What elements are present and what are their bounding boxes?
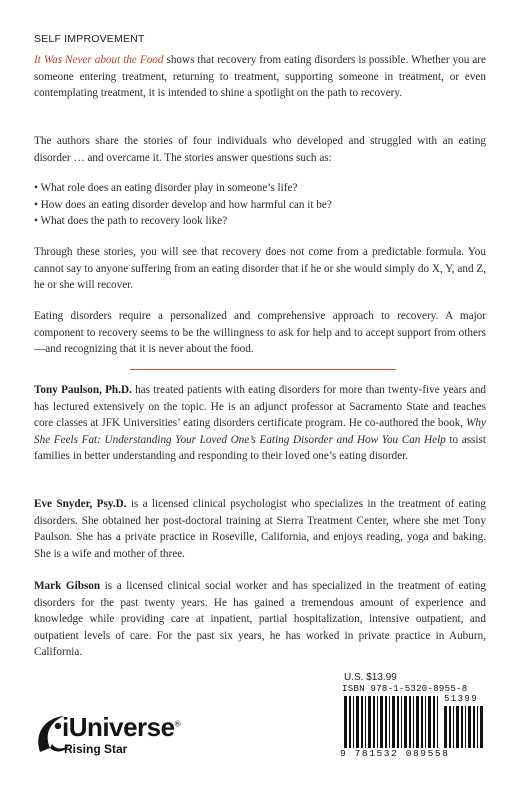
- through-text: Through these stories, you will see that recovery does not come from a predictable formula. You cannot say to anyone suffering from an eating disorder that if he or she would simply do X, Y, and Z, he or she will recover.: [34, 246, 486, 292]
- barcode-bar: [437, 696, 438, 748]
- bio-text: to assist families in better understanding and responding to their loved one’s eating disorder.: [34, 433, 486, 463]
- author-name: Mark Gibson: [34, 580, 101, 592]
- list-item: • What role does an eating disorder play in someone’s life?: [34, 182, 298, 194]
- list-item: • How does an eating disorder develop and how harmful can it be?: [34, 198, 332, 211]
- author-name: Eve Snyder, Psy.D.: [34, 498, 127, 510]
- author-bio-tony: [34, 382, 486, 465]
- require-text: Eating disorders require a personalized and comprehensive approach to recovery. A major component to recovery seems to be the willingness to ask for help and to accept support from others—and recognizing that it is never about the food.: [34, 310, 486, 356]
- barcode-bar: [461, 706, 463, 748]
- barcode-bar: [468, 706, 471, 748]
- author-name: Tony Paulson, Ph.D.: [34, 384, 132, 396]
- require-paragraph: [34, 308, 486, 358]
- author-bio-mark: [34, 578, 486, 661]
- price-label: U.S. $13.99: [344, 672, 397, 683]
- publisher-tagline: Rising Star: [64, 742, 128, 756]
- barcode-bar: [356, 696, 359, 748]
- through-paragraph: [34, 244, 486, 294]
- section-divider: [130, 369, 396, 370]
- barcode-bar: [392, 696, 395, 748]
- barcode-addon-icon: [444, 706, 488, 748]
- list-item: • What does the path to recovery look like?: [34, 215, 228, 228]
- intro-text: shows that recovery from eating disorders is possible. Whether you are someone entering treatment, returning to treatment, supporting someone in treatment, or even contemplating treatment, it is intended to shine a spotlight on the path to recovery.: [34, 54, 486, 100]
- barcode-bar: [380, 696, 383, 748]
- category-label: SELF IMPROVEMENT: [34, 33, 145, 45]
- bio-text: is a licensed clinical social worker and has specialized in the treatment of eating disorders for the past twenty years. He has gained a tremendous amount of experience and knowledge while providing care at inpatient, partial hospitalization, intensive outpatient, and outpatient levels of care. For the past six years, he has worked in private practice in Auburn, California.: [34, 580, 486, 659]
- barcode-bar: [389, 696, 390, 748]
- stories-paragraph: [34, 133, 486, 166]
- barcode-bar: [349, 696, 351, 748]
- intro-paragraph: [34, 52, 486, 102]
- addon-digits: 51399: [444, 694, 479, 704]
- question-list: [34, 180, 486, 230]
- registered-mark: ®: [174, 719, 180, 729]
- barcode-bar: [453, 706, 454, 748]
- barcode-digits: 9 781532 089558: [340, 748, 450, 759]
- barcode-bar: [385, 696, 387, 748]
- barcode-bar: [361, 696, 363, 748]
- stories-text: The authors share the stories of four individuals who developed and struggled with an eating disorder … and overcame it. The stories answer questions such as:: [34, 135, 486, 164]
- barcode-bar: [377, 696, 378, 748]
- barcode-bar: [416, 696, 419, 748]
- publisher-logo: [34, 712, 234, 772]
- barcode-bar: [397, 696, 399, 748]
- barcode: [340, 684, 488, 760]
- barcode-bar: [413, 696, 414, 748]
- book-title-why-she-feels-fat: Why She Feels Fat: Understanding Your Loved One’s Eating Disorder and How You Can Help: [34, 417, 486, 446]
- barcode-bar: [465, 706, 466, 748]
- publisher-name: iUniverse: [62, 712, 175, 742]
- barcode-bar: [477, 706, 478, 748]
- barcode-bar: [353, 696, 354, 748]
- barcode-bar: [368, 696, 371, 748]
- barcode-main-icon: [344, 696, 444, 748]
- barcode-bar: [401, 696, 402, 748]
- barcode-bar: [365, 696, 366, 748]
- barcode-bar: [404, 696, 407, 748]
- barcode-bar: [480, 706, 483, 748]
- bio-text: has treated patients with eating disorders for more than twenty-five years and has lectured extensively on the topic. He is an adjunct professor at Sacramento State and teaches core classes at JFK Universities’ eating disorders certificate program. He co-authored the book,: [34, 384, 487, 430]
- bio-text: is a licensed clinical psychologist who specializes in the treatment of eating disorders. She obtained her post-doctoral training at Sierra Treatment Center, where she met Tony Paulson. She has a private practice in Roseville, California, and enjoys reading, yoga and baking. She is a wife and mother of three.: [34, 498, 486, 560]
- barcode-bar: [373, 696, 375, 748]
- barcode-bar: [425, 696, 426, 748]
- barcode-bar: [473, 706, 475, 748]
- barcode-bar: [449, 706, 451, 748]
- barcode-bar: [456, 706, 459, 748]
- book-title: It Was Never about the Food: [34, 54, 164, 66]
- barcode-bar: [433, 696, 435, 748]
- author-bio-eve: [34, 496, 486, 562]
- barcode-bar: [444, 706, 447, 748]
- barcode-bar: [428, 696, 431, 748]
- barcode-bar: [421, 696, 423, 748]
- isbn-label: ISBN 978-1-5320-8955-8: [342, 684, 468, 694]
- barcode-bar: [409, 696, 411, 748]
- barcode-bar: [344, 696, 347, 748]
